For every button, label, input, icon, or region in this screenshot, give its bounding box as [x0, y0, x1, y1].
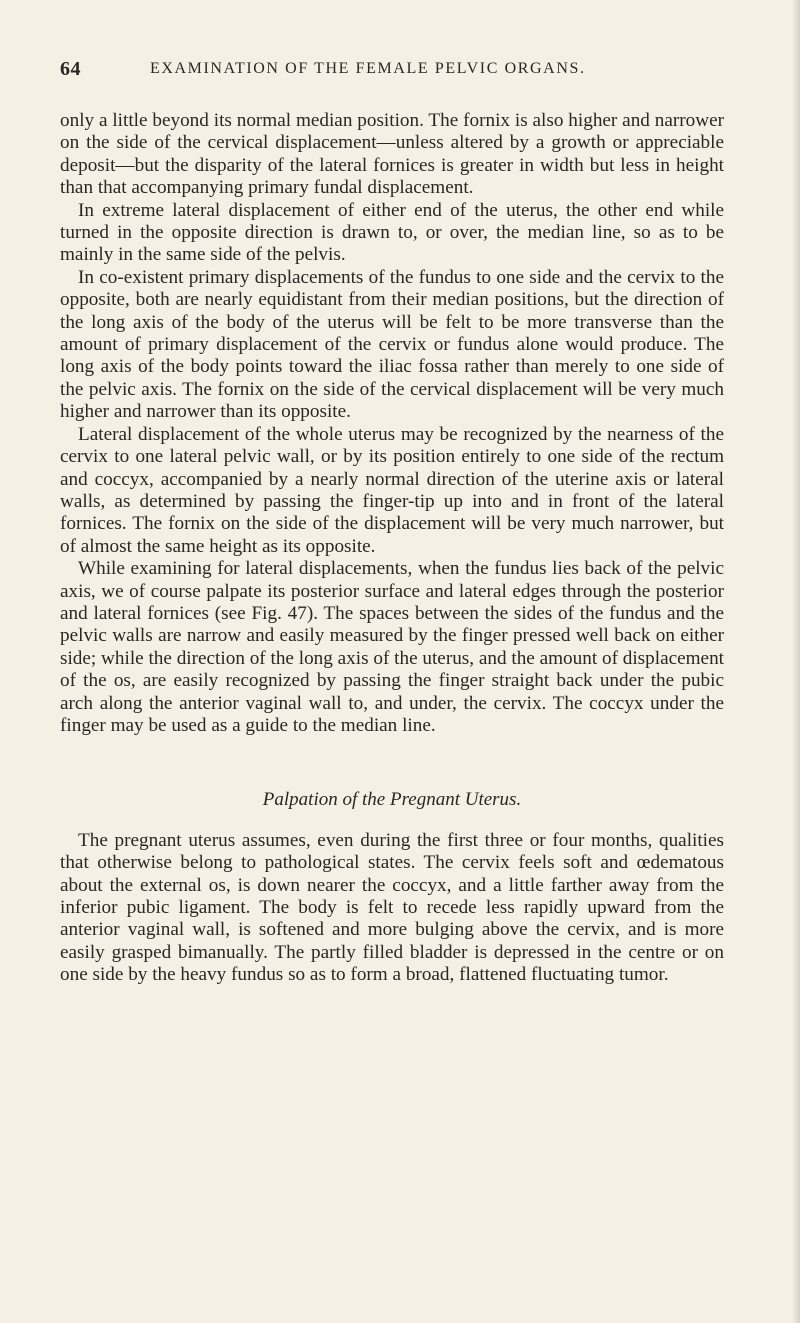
paragraph-pregnant-uterus: The pregnant uterus assumes, even during the first three or four months, qualities that otherwise belong to pathological states. The cervix feels soft and œdematous about the external os, is down nearer the coccyx, and a little farther away from the inferior pubic ligament. The body is felt to recede less rapidly upward from the anterior vaginal wall, is softened and more bulging above the cervix, and is more easily grasped bimanually. The partly filled bladder is depressed in the centre or on one side by the heavy fundus so as to form a broad, flattened fluctuating tumor. — [60, 829, 724, 986]
paragraph-examining: While examining for lateral displacements, when the fundus lies back of the pelvic axis, we of course palpate its posterior surface and lateral edges through the posterior and lateral fornices (see Fig. 47). The spaces between the sides of the fundus and the pelvic walls are narrow and easily measured by the finger pressed well back on either side; while the direction of the long axis of the uterus, and the amount of displacement of the os, are easily recognized by passing the finger straight back under the pubic arch along the anterior vaginal wall to, and under, the cervix. The coccyx under the finger may be used as a guide to the median line. — [60, 558, 724, 736]
running-title: EXAMINATION OF THE FEMALE PELVIC ORGANS. — [150, 60, 586, 77]
page-number: 64 — [60, 58, 81, 80]
running-head — [60, 58, 720, 84]
section-heading: Palpation of the Pregnant Uterus. — [262, 789, 522, 811]
paragraph-lateral-whole: Lateral displacement of the whole uterus may be recognized by the nearness of the cervix to one lateral pelvic wall, or by its position entirely to one side of the rectum and coccyx, accompanied by a nearly normal direction of the uterine axis or lateral walls, as determined by passing the finger-tip up into and in front of the lateral fornices. The fornix on the side of the displacement will be very much narrower, but of almost the same height as its opposite. — [60, 423, 724, 557]
page-edge-shadow — [792, 0, 800, 1323]
paragraph-extreme-lateral: In extreme lateral displacement of either end of the uterus, the other end while turned in the opposite direction is drawn to, or over, the median line, so as to be mainly in the same side of the pelvis. — [60, 199, 724, 266]
paragraph-continuation: only a little beyond its normal median position. The fornix is also higher and narrower on the side of the cervical displacement—unless altered by a growth or appreciable deposit—but the disparity of the lateral fornices is greater in width but less in height than that accompanying primary fundal displacement. — [60, 110, 724, 199]
body-text — [60, 110, 724, 987]
paragraph-coexistent: In co-existent primary displacements of the fundus to one side and the cervix to the opposite, both are nearly equidistant from their median positions, but the direction of the long axis of the body of the uterus will be felt to be more transverse than the amount of primary displacement of the cervix or fundus alone would produce. The long axis of the body points toward the iliac fossa rather than merely to one side of the pelvic axis. The fornix on the side of the cervical displacement will be very much higher and narrower than its opposite. — [60, 266, 724, 423]
